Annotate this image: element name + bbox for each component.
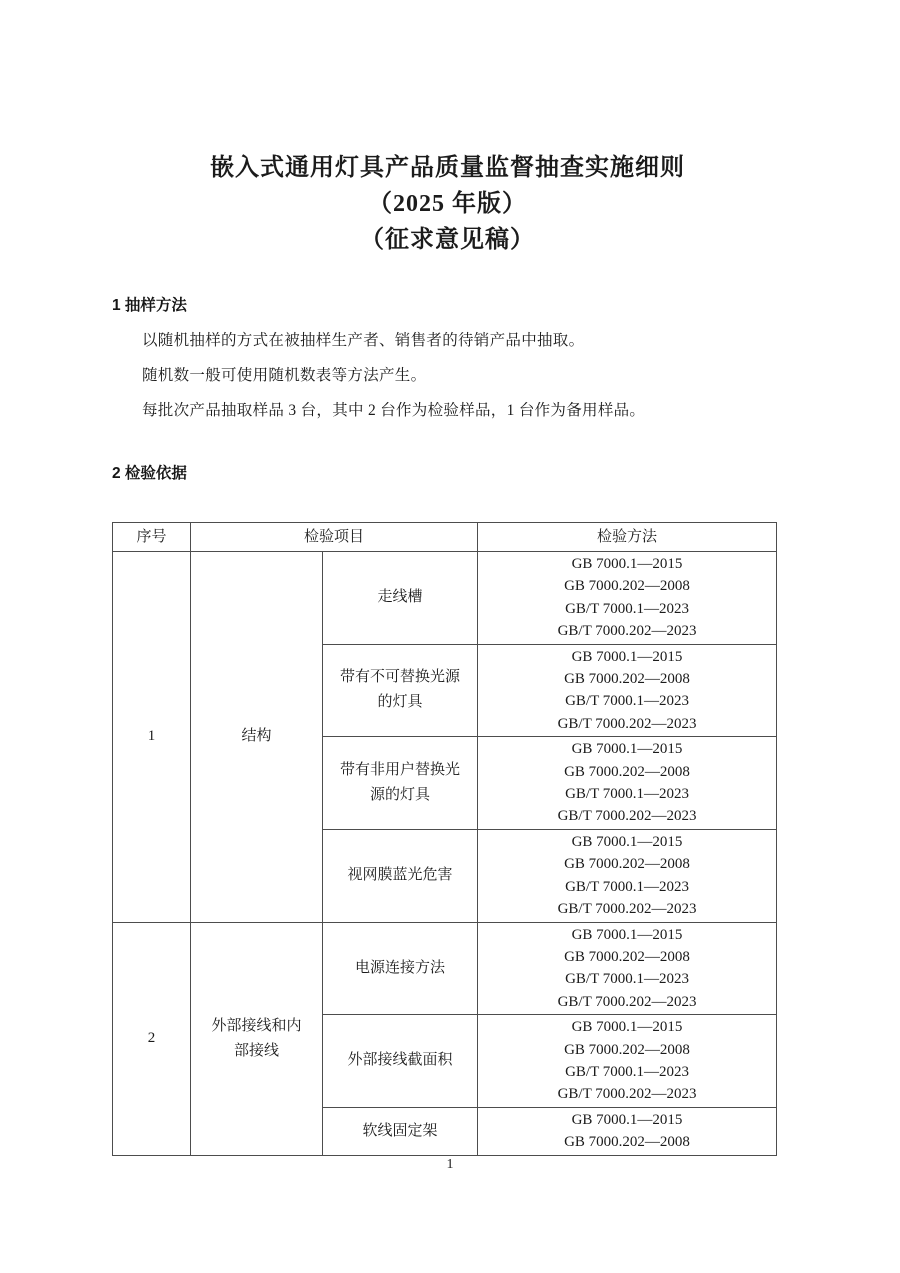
paragraph: 以随机抽样的方式在被抽样生产者、销售者的待销产品中抽取。 (142, 332, 585, 349)
method-standard: GB 7000.202—2008 (564, 578, 690, 595)
inspection-methods-cell (478, 1015, 777, 1108)
method-standard: GB/T 7000.202—2023 (557, 993, 697, 1010)
section-heading-sampling-method: 1 抽样方法 (112, 297, 187, 314)
inspection-item-cell: 外部接线截面积 (323, 1015, 478, 1108)
method-standard: GB/T 7000.1—2023 (565, 693, 689, 710)
inspection-basis-table (112, 522, 777, 1156)
method-standard: GB 7000.1—2015 (571, 741, 683, 758)
method-standard: GB 7000.202—2008 (564, 1041, 690, 1058)
inspection-methods-cell (478, 644, 777, 737)
row-index-cell: 1 (113, 552, 191, 923)
method-standard: GB 7000.1—2015 (571, 1111, 683, 1128)
method-standard: GB 7000.1—2015 (571, 1019, 683, 1036)
method-standard: GB 7000.1—2015 (571, 926, 683, 943)
method-standard: GB/T 7000.202—2023 (557, 715, 697, 732)
document-title-line1: 嵌入式通用灯具产品质量监督抽查实施细则 (210, 155, 685, 181)
inspection-item-cell: 走线槽 (323, 552, 478, 645)
method-standard: GB 7000.202—2008 (564, 671, 690, 688)
document-title-line3: （征求意见稿） (360, 227, 535, 253)
inspection-methods-cell (478, 552, 777, 645)
method-standard: GB/T 7000.202—2023 (557, 1086, 697, 1103)
method-standard: GB 7000.202—2008 (564, 763, 690, 780)
header-cell-inspection-item: 检验项目 (191, 523, 478, 552)
document-title-line2: （2025 年版） (368, 191, 527, 217)
row-index-cell: 2 (113, 922, 191, 1155)
document-title (112, 150, 783, 258)
inspection-methods-cell (478, 1107, 777, 1155)
method-standard: GB 7000.202—2008 (564, 1134, 690, 1151)
inspection-category-cell: 结构 (191, 552, 323, 923)
inspection-category-cell: 外部接线和内部接线 (191, 922, 323, 1155)
inspection-methods-cell (478, 922, 777, 1015)
method-standard: GB/T 7000.1—2023 (565, 600, 689, 617)
method-standard: GB 7000.1—2015 (571, 648, 683, 665)
method-standard: GB/T 7000.1—2023 (565, 1063, 689, 1080)
inspection-methods-cell (478, 737, 777, 830)
inspection-item-cell: 电源连接方法 (323, 922, 478, 1015)
sampling-method-paragraphs (112, 330, 783, 421)
paragraph: 随机数一般可使用随机数表等方法产生。 (142, 367, 427, 384)
header-cell-index: 序号 (113, 523, 191, 552)
inspection-table-body (113, 552, 777, 1156)
table-header-row (113, 523, 777, 552)
method-standard: GB 7000.202—2008 (564, 948, 690, 965)
table-row (113, 552, 777, 645)
method-standard: GB/T 7000.1—2023 (565, 971, 689, 988)
inspection-item-cell: 视网膜蓝光危害 (323, 829, 478, 922)
document-page (112, 0, 783, 1156)
page-number: 1 (446, 1157, 454, 1172)
method-standard: GB 7000.202—2008 (564, 856, 690, 873)
method-standard: GB 7000.1—2015 (571, 556, 683, 572)
method-standard: GB/T 7000.202—2023 (557, 623, 697, 640)
method-standard: GB 7000.1—2015 (571, 833, 683, 850)
table-row (113, 922, 777, 1015)
inspection-item-cell: 带有不可替换光源的灯具 (323, 644, 478, 737)
method-standard: GB/T 7000.1—2023 (565, 878, 689, 895)
inspection-methods-cell (478, 829, 777, 922)
inspection-item-cell: 软线固定架 (323, 1107, 478, 1155)
inspection-item-cell: 带有非用户替换光源的灯具 (323, 737, 478, 830)
header-cell-inspection-method: 检验方法 (478, 523, 777, 552)
paragraph: 每批次产品抽取样品 3 台，其中 2 台作为检验样品，1 台作为备用样品。 (142, 402, 646, 419)
method-standard: GB/T 7000.202—2023 (557, 901, 697, 918)
method-standard: GB/T 7000.1—2023 (565, 786, 689, 803)
method-standard: GB/T 7000.202—2023 (557, 808, 697, 825)
section-heading-inspection-basis: 2 检验依据 (112, 465, 187, 482)
